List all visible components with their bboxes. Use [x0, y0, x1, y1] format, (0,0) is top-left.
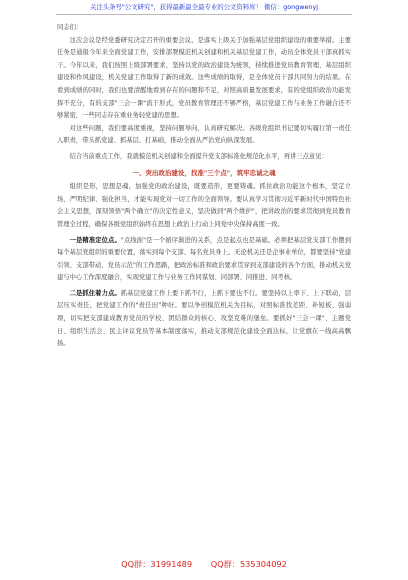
intro-paragraph: 对这些问题，我们要高度重视，坚持问题导向，认真研究解决。各级党组织书记要切实履行第一责任人职责，带头抓党建、抓基层、打基础，推动全面从严治党向纵深发展。 — [57, 124, 351, 145]
point-text: "点线面"是一个循序渐进的关系，点是起点也是基础。必须把基层党支部工作摆到每个基层党组织的重要位置，落实到每个支部、每名党员身上。无论机关还是企事业单位，都要坚持"党建引领、支部带动、党员示范"的工作思路，把政治标准和政治要求贯穿到支部建设的各个方面，推动机关党建与中心工作深度融合，实现党建工作与业务工作同谋划、同部署、同推进、同考核。 — [57, 236, 351, 282]
point-lead: 一是精准定位点。 — [69, 236, 121, 244]
transition-paragraph: 结合当前重点工作，我就模范机关创建和全面提升党支部标准化规范化水平，再讲三点意见： — [69, 152, 328, 160]
document-body — [57, 22, 351, 554]
footer — [0, 557, 408, 571]
intro-paragraph: 这次会议是经党委研究决定召开的重要会议，是落实上级关于加强基层党组织建设的重要举措。主要任务是通报今年来全面党建工作，安排部署模范机关创建和机关基层党建工作，动员全体党员干部真抓实干。今年以来，我们按照上级部署要求，坚持以党的政治建设为统领，持续推进党员教育管理、基层组织建设和作风建设，机关党建工作取得了新的成效。这些成绩的取得，是全体党员干部共同努力的结果。在看到成绩的同时，我们也要清醒地看到存在的问题和不足，对照高质量发展要求，有的党组织政治功能发挥不充分，有的支部"三会一课"流于形式，党员教育管理还不够严格，基层党建工作与业务工作融合还不够紧密，一些同志存在重业务轻党建的思想。 — [57, 36, 351, 120]
footer-qq-group-2: QQ群：535304092 — [210, 559, 287, 569]
point-paragraph — [57, 288, 351, 351]
header-divider — [56, 14, 352, 15]
footer-qq-group: QQ群：31991489 — [121, 559, 193, 569]
point-text: 抓基层党建工作上要下抓不行，上抓下要也不行。要坚持以上率下、上下联动，层层压实责任，把党建工作的"责任田"种好。要以争创模范机关为目标，对照标准找差距、补短板、强弱项，切实把支部建成教育党员的学校、团结群众的核心、攻坚克难的堡垒。要抓好"三会一课"、主题党日、组织生活会、民主评议党员等基本制度落实，推动支部规范化建设全面达标，让党旗在一线高高飘扬。 — [57, 289, 351, 348]
section-heading: 一、突出政治建设，找准"三个点"，筑牢忠诚之魂 — [132, 168, 276, 177]
section-paragraph: 组织是形，思想是魂，加强党的政治建设，既要造形，更要铸魂。抓住政治功能这个根本，坚定立场、严明纪律、强化担当，才能实现党对一切工作的全面领导。要认真学习贯彻习近平新时代中国特色社会主义思想，深刻领悟"两个确立"的决定性意义，坚决做到"两个维护"，把讲政治的要求贯彻到党员教育管理全过程，确保各级党组织始终在思想上政治上行动上同党中央保持高度一致。 — [57, 183, 351, 228]
point-paragraph — [57, 235, 351, 285]
header-banner[interactable]: 关注头条号"公文研究"，获得最新最全最专业的公文资料库！ 微信：gongwenyj — [89, 3, 319, 11]
greeting: 同志们： — [57, 24, 83, 31]
point-lead: 二是抓住着力点。 — [69, 289, 121, 297]
